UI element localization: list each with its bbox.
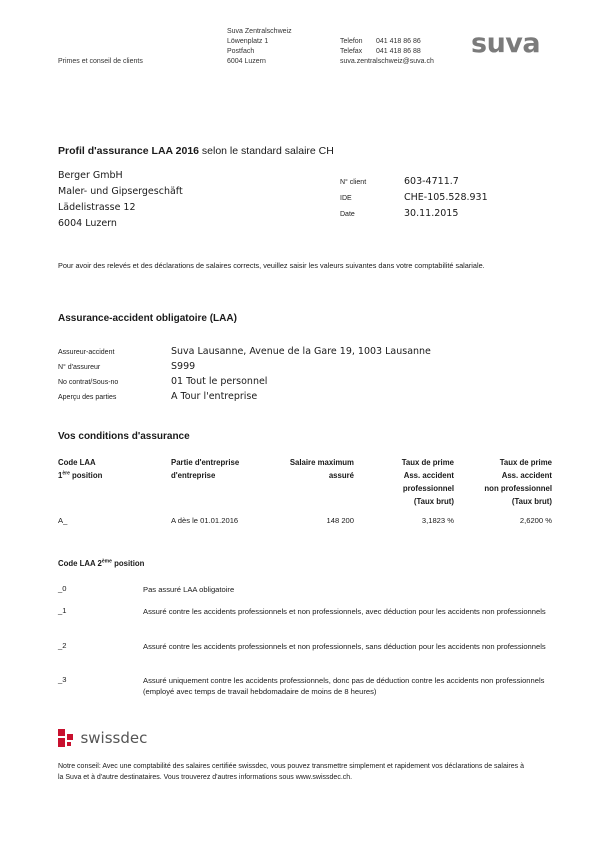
contract-value: 01 Tout le personnel xyxy=(171,376,268,387)
address-line: 6004 Luzern xyxy=(227,58,266,65)
ide-value: CHE-105.528.931 xyxy=(404,192,488,203)
client-number-value: 603-4711.7 xyxy=(404,176,459,187)
recipient-line: Berger GmbH xyxy=(58,170,123,181)
code2-title-text: position xyxy=(111,559,145,568)
col-header-partie xyxy=(171,456,239,482)
sender-address xyxy=(227,27,292,67)
title-bold: Profil d'assurance LAA 2016 xyxy=(58,145,199,157)
code2-desc: Assuré contre les accidents professionnels et non professionnels, avec déduction pour les accidents non professionnels xyxy=(143,607,546,616)
parts-value: A Tour l'entreprise xyxy=(171,391,258,402)
contract-label: No contrat/Sous-no xyxy=(58,379,119,386)
laa-row xyxy=(58,386,257,404)
table-cell-salaire: 148 200 xyxy=(326,516,354,525)
col-header-taux-pro xyxy=(354,456,454,508)
address-line: Postfach xyxy=(227,48,255,55)
swissdec-logo xyxy=(58,729,147,747)
recipient-address xyxy=(58,168,183,232)
col-header-line: non professionnel xyxy=(484,484,552,493)
ide-label: IDE xyxy=(340,195,352,202)
fax-label: Telefax xyxy=(340,48,363,55)
code2-desc: Assuré contre les accidents professionnels et non professionnels, sans déduction pour les accidents non professionnels xyxy=(143,642,546,651)
table-cell-partie: A dès le 01.01.2016 xyxy=(171,516,239,525)
phone-number: 041 418 86 86 xyxy=(376,38,421,45)
col-header-line: Ass. accident xyxy=(403,471,454,480)
col-header-line xyxy=(58,469,102,482)
col-header-salaire xyxy=(254,456,354,482)
swissdec-wordmark: swissdec xyxy=(80,729,148,747)
code2-desc: Assuré uniquement contre les accidents professionnels, donc pas de déduction contre les accidents non professionnels (employé avec temps de travail hebdomadaire de moins de 8 heures) xyxy=(143,676,545,696)
laa-section-title: Assurance-accident obligatoire (LAA) xyxy=(58,313,237,324)
col-header-line: Code LAA xyxy=(58,458,96,467)
col-header-text: 1 xyxy=(58,471,63,480)
table-cell-taux-nonpro: 2,6200 % xyxy=(519,516,552,525)
col-header-line: Taux de prime xyxy=(401,458,454,467)
col-header-line: d'entreprise xyxy=(171,471,216,480)
insurer-number-value: S999 xyxy=(171,361,196,372)
col-header-code xyxy=(58,456,102,482)
code2-code: _1 xyxy=(58,606,67,615)
insurer-number-label: N° d'assureur xyxy=(58,364,101,371)
col-header-line: Partie d'entreprise xyxy=(171,458,240,467)
code2-title xyxy=(58,557,144,570)
client-info-row xyxy=(340,203,458,221)
col-header-line: Salaire maximum xyxy=(289,458,354,467)
phone-label: Telefon xyxy=(340,38,363,45)
table-cell-code: A_ xyxy=(58,516,68,525)
col-header-line: assuré xyxy=(328,471,354,480)
col-header-line: Ass. accident xyxy=(501,471,552,480)
fax-number: 041 418 86 88 xyxy=(376,48,421,55)
code2-title-sup: ème xyxy=(101,558,112,565)
department-label: Primes et conseil de clients xyxy=(58,58,143,65)
col-header-line: Taux de prime xyxy=(499,458,552,467)
footer-note: Notre conseil: Avec une comptabilité des salaires certifiée swissdec, vous pouvez transmettre simplement et rapidement vos déclarations de salaires à la Suva et à d'autre destinataires. Vous trouverez d'autres informations sous www.swissdec.ch. xyxy=(58,763,524,781)
col-header-line: (Taux brut) xyxy=(511,497,552,506)
code2-code: _2 xyxy=(58,641,67,650)
col-header-sup: ère xyxy=(62,470,70,477)
client-number-label: N° client xyxy=(340,179,367,186)
parts-label: Aperçu des parties xyxy=(58,394,117,401)
email-link[interactable]: suva.zentralschweiz@suva.ch xyxy=(340,58,434,65)
code2-code: _3 xyxy=(58,675,67,684)
code2-desc: Pas assuré LAA obligatoire xyxy=(143,585,235,594)
title-rest: selon le standard salaire CH xyxy=(199,145,334,157)
code2-code: _0 xyxy=(58,584,67,593)
intro-text: Pour avoir des relevés et des déclarations de salaires corrects, veuillez saisir les valeurs suivantes dans votre comptabilité salariale. xyxy=(58,261,485,270)
table-cell-taux-pro: 3,1823 % xyxy=(421,516,454,525)
col-header-line: (Taux brut) xyxy=(413,497,454,506)
col-header-taux-nonpro xyxy=(452,456,552,508)
date-label: Date xyxy=(340,211,355,218)
address-line: Suva Zentralschweiz xyxy=(227,28,292,35)
swissdec-mark-icon xyxy=(58,729,76,747)
col-header-text: position xyxy=(69,471,103,480)
page-title xyxy=(58,145,334,157)
date-value: 30.11.2015 xyxy=(404,208,459,219)
address-line: Löwenplatz 1 xyxy=(227,38,269,45)
conditions-title: Vos conditions d'assurance xyxy=(58,431,190,442)
recipient-line: 6004 Luzern xyxy=(58,218,117,229)
insurer-label: Assureur-accident xyxy=(58,349,115,356)
recipient-line: Lädelistrasse 12 xyxy=(58,202,136,213)
suva-logo: suva xyxy=(471,28,541,59)
col-header-line: professionnel xyxy=(402,484,454,493)
recipient-line: Maler- und Gipsergeschäft xyxy=(58,186,183,197)
code2-title-text: Code LAA 2 xyxy=(58,559,102,568)
insurer-value: Suva Lausanne, Avenue de la Gare 19, 1003 Lausanne xyxy=(171,346,431,357)
contact-block xyxy=(340,37,434,67)
